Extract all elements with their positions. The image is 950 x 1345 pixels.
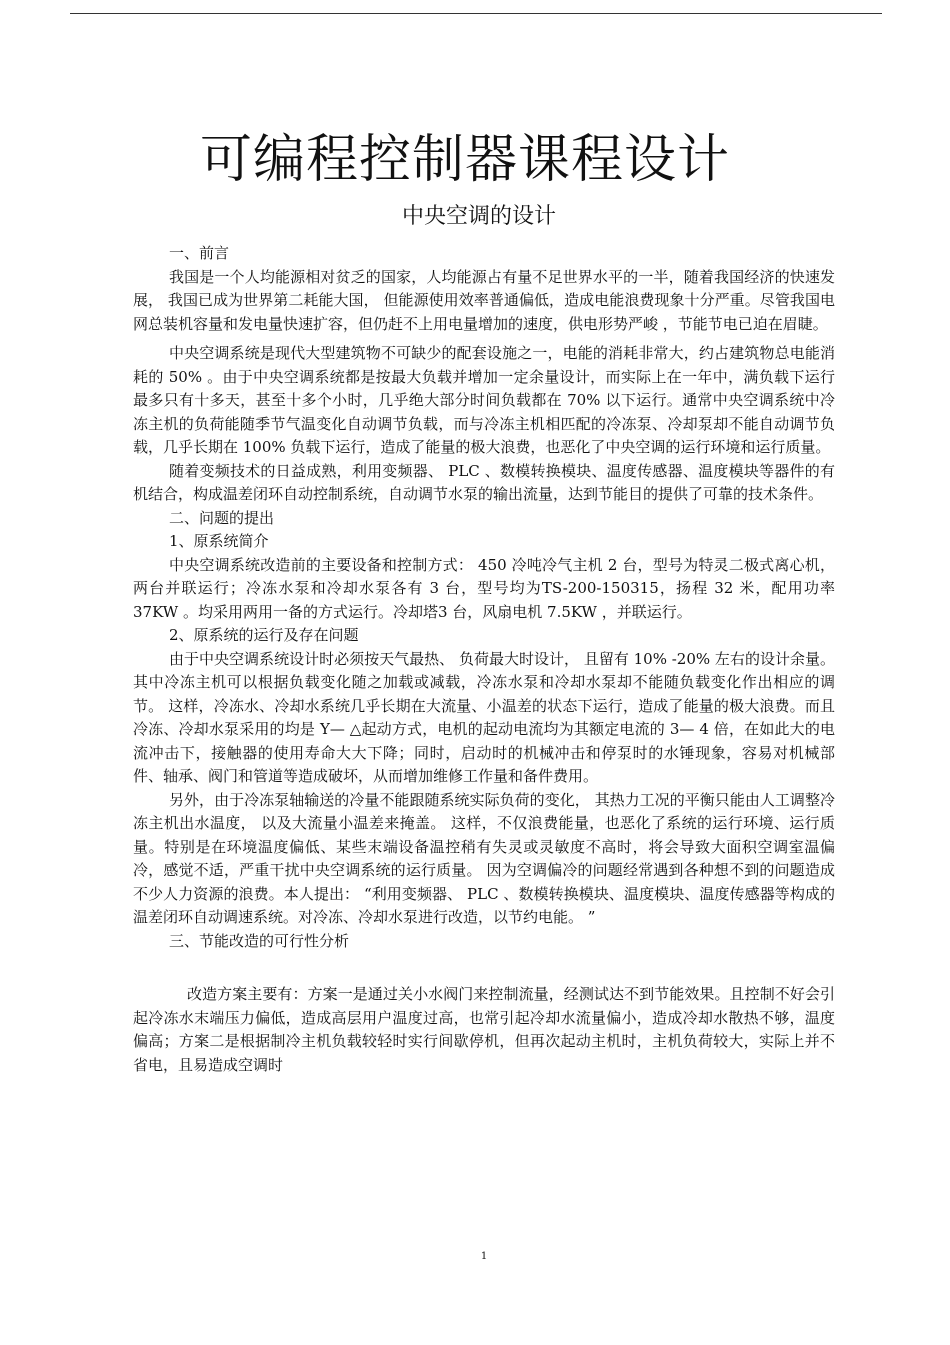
subsection-heading-original-system: 1、原系统简介 <box>169 532 269 550</box>
paragraph: 改造方案主要有：方案一是通过关小水阀门来控制流量，经测试达不到节能效果。且控制不好会引起冷冻水末端压力偏低，造成高层用户温度过高，也常引起冷却水流量偏小，造成冷却水散热不够，温度偏高；方案二是根据制冷主机负载较轻时实行间歇停机，但再次起动主机时，主机负荷较大，实际上并不省电，且易造成空调时 <box>133 985 835 1074</box>
header-rule <box>70 13 882 14</box>
paragraph: 由于中央空调系统设计时必须按天气最热、 负荷最大时设计， 且留有 10% -20% 左右的设计余量。其中冷冻主机可以根据负载变化随之加载或减载，冷冻水泵和冷却水泵却不能随负载变化作出相应的调节。 这样，冷冻水、冷却水系统几乎长期在大流量、小温差的状态下运行，造成了能量的极大浪费。而且冷冻、冷却水泵采用的均是 Y— △起动方式，电机的起动电流均为其额定电流的 3— 4 倍，在如此大的电流冲击下，接触器的使用寿命大大下降；同时，启动时的机械冲击和停泵时的水锤现象，容易对机械部件、轴承、阀门和管道等造成破坏，从而增加维修工作量和备件费用。 <box>133 649 835 785</box>
section-heading-problem: 二、问题的提出 <box>169 508 275 527</box>
page-number: 1 <box>480 1251 488 1262</box>
blank-line <box>133 953 835 983</box>
document-subtitle: 中央空调的设计 <box>401 204 556 229</box>
section-heading-preface: 一、前言 <box>169 244 230 262</box>
document-title: 可编程控制器课程设计 <box>199 130 730 190</box>
paragraph: 中央空调系统是现代大型建筑物不可缺少的配套设施之一，电能的消耗非常大，约占建筑物总电能消耗的 50% 。由于中央空调系统都是按最大负载并增加一定余量设计，而实际上在一年中，满负载下运行最多只有十多天，甚至十多个小时，几乎绝大部分时间负载都在 70% 以下运行。通常中央空调系统中冷冻主机的负荷能随季节气温变化自动调节负载，而与冷冻主机相匹配的冷冻泵、冷却泵却不能自动调节负载，几乎长期在 100% 负载下运行，造成了能量的极大浪费，也恶化了中央空调的运行环境和运行质量。 <box>133 344 835 456</box>
paragraph: 随着变频技术的日益成熟，利用变频器、 PLC 、数模转换模块、温度传感器、温度模块等器件的有机结合，构成温差闭环自动控制系统，自动调节水泵的输出流量，达到节能目的提供了可靠的技术条件。 <box>133 461 835 503</box>
section-heading-feasibility: 三、节能改造的可行性分析 <box>169 931 350 950</box>
paragraph: 中央空调系统改造前的主要设备和控制方式： 450 冷吨冷气主机 2 台，型号为特灵二极式离心机，两台并联运行；冷冻水泵和冷却水泵各有 3 台，型号均为TS-200-150315，扬程 32 米，配用功率 37KW 。均采用两用一备的方式运行。冷却塔3 台，风扇电机 7.5KW ，并联运行。 <box>133 555 835 621</box>
paragraph: 另外，由于冷冻泵轴输送的冷量不能跟随系统实际负荷的变化， 其热力工况的平衡只能由人工调整冷冻主机出水温度， 以及大流量小温差来掩盖。 这样，不仅浪费能量，也恶化了系统的运行环境、运行质量。特别是在环境温度偏低、某些末端设备温控稍有失灵或灵敏度不高时，将会导致大面积空调室温偏冷，感觉不适，严重干扰中央空调系统的运行质量。 因为空调偏冷的问题经常遇到各种想不到的问题造成不少人力资源的浪费。本人提出： “利用变频器、 PLC 、数模转换模块、温度模块、温度传感器等构成的温差闭环自动调速系统。对冷冻、冷却水泵进行改造，以节约电能。 ” <box>133 790 835 926</box>
paragraph: 我国是一个人均能源相对贫乏的国家，人均能源占有量不足世界水平的一半，随着我国经济的快速发展， 我国已成为世界第二耗能大国， 但能源使用效率普通偏低，造成电能浪费现象十分严重。尽管我国电网总装机容量和发电量快速扩容，但仍赶不上用电量增加的速度，供电形势严峻 ，节能节电已迫在眉睫。 <box>133 267 835 333</box>
subsection-heading-operation-issues: 2、原系统的运行及存在问题 <box>169 626 359 644</box>
document-body <box>133 242 835 1077</box>
